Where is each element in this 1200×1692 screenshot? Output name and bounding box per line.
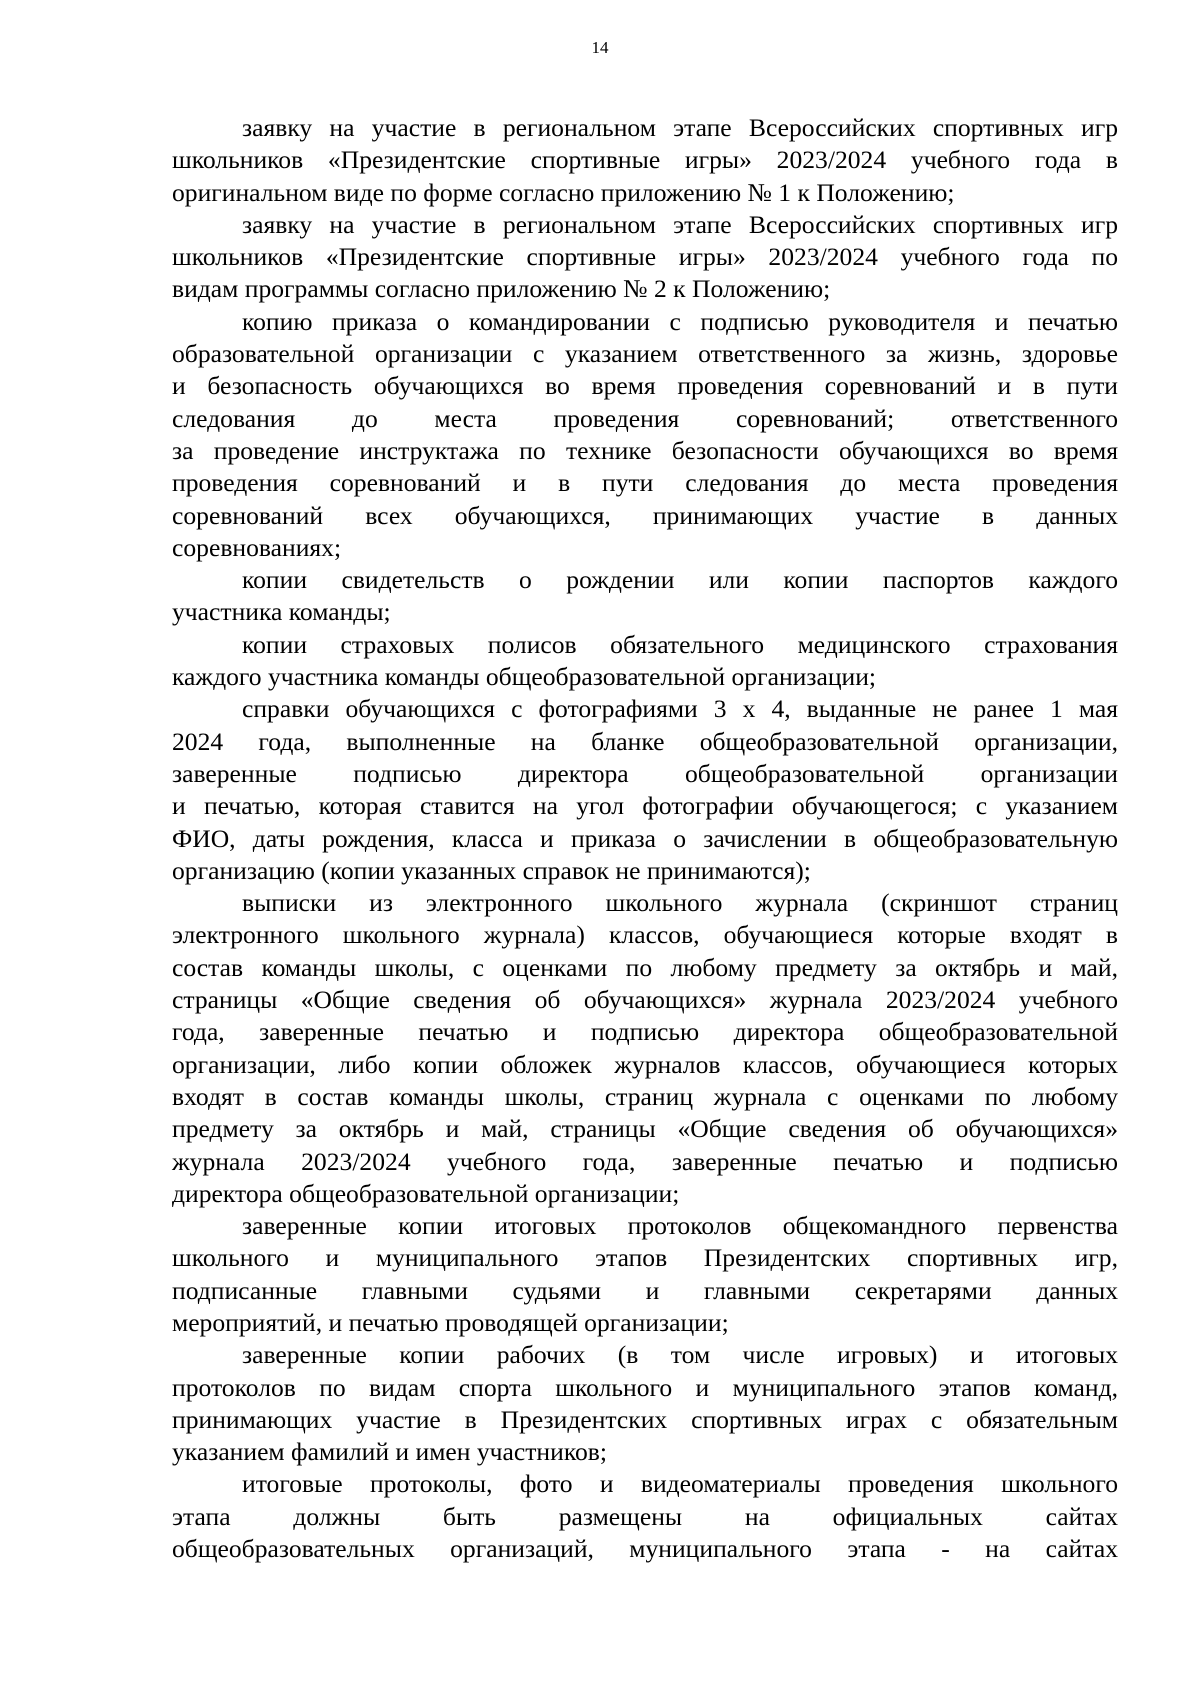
text-line: принимающих участие в Президентских спортивных играх с обязательным <box>172 1404 1118 1434</box>
text-line: состав команды школы, с оценками по любому предмету за октябрь и май, <box>172 952 1118 982</box>
text-line: и печатью, которая ставится на угол фотографии обучающегося; с указанием <box>172 791 1118 821</box>
text-line: организации, либо копии обложек журналов классов, обучающиеся которых <box>172 1049 1118 1079</box>
paragraph <box>172 209 1118 306</box>
paragraph <box>172 887 1118 1210</box>
paragraph <box>172 1339 1118 1468</box>
text-line: и безопасность обучающихся во время проведения соревнований и в пути <box>172 371 1118 401</box>
document-body <box>172 112 1118 1565</box>
page-number: 14 <box>591 38 609 57</box>
text-line: электронного школьного журнала) классов, обучающиеся которые входят в <box>172 920 1118 950</box>
text-line: итоговые протоколы, фото и видеоматериалы проведения школьного <box>242 1469 1118 1499</box>
text-line: за проведение инструктажа по технике безопасности обучающихся во время <box>172 435 1118 465</box>
text-line: следования до места проведения соревнований; ответственного <box>172 403 1118 433</box>
text-line: заверенные подписью директора общеобразовательной организации <box>172 758 1118 788</box>
paragraph <box>172 693 1118 887</box>
paragraph <box>172 629 1118 694</box>
paragraph <box>172 306 1118 564</box>
text-line: видам программы согласно приложению № 2 к Положению; <box>172 274 831 304</box>
text-line: каждого участника команды общеобразовательной организации; <box>172 662 877 692</box>
text-line: этапа должны быть размещены на официальных сайтах <box>172 1501 1118 1531</box>
text-line: года, заверенные печатью и подписью директора общеобразовательной <box>172 1017 1118 1047</box>
text-line: подписанные главными судьями и главными секретарями данных <box>172 1275 1118 1305</box>
text-line: проведения соревнований и в пути следования до места проведения <box>172 468 1118 498</box>
text-line: школьников «Президентские спортивные игры» 2023/2024 учебного года по <box>172 242 1118 272</box>
text-line: 2024 года, выполненные на бланке общеобразовательной организации, <box>172 726 1118 756</box>
text-line: соревнований всех обучающихся, принимающих участие в данных <box>172 500 1118 530</box>
text-line: заверенные копии рабочих (в том числе игровых) и итоговых <box>242 1340 1118 1370</box>
text-line: копии свидетельств о рождении или копии паспортов каждого <box>242 565 1118 595</box>
paragraph <box>172 112 1118 209</box>
text-line: выписки из электронного школьного журнала (скриншот страниц <box>242 888 1118 918</box>
text-line: заявку на участие в региональном этапе Всероссийских спортивных игр <box>242 113 1118 142</box>
text-line: протоколов по видам спорта школьного и муниципального этапов команд, <box>172 1372 1118 1402</box>
text-line: страницы «Общие сведения об обучающихся» журнала 2023/2024 учебного <box>172 985 1118 1015</box>
text-line: соревнованиях; <box>172 532 342 562</box>
text-line: заявку на участие в региональном этапе Всероссийских спортивных игр <box>242 209 1118 239</box>
text-line: организацию (копии указанных справок не принимаются); <box>172 855 811 885</box>
text-line: указанием фамилий и имен участников; <box>172 1437 607 1467</box>
text-line: предмету за октябрь и май, страницы «Общие сведения об обучающихся» <box>172 1114 1118 1144</box>
text-line: школьного и муниципального этапов Президентских спортивных игр, <box>172 1243 1118 1273</box>
text-line: копию приказа о командировании с подписью руководителя и печатью <box>242 306 1118 336</box>
text-line: копии страховых полисов обязательного медицинского страхования <box>242 629 1118 659</box>
text-line: справки обучающихся с фотографиями 3 х 4, выданные не ранее 1 мая <box>242 694 1118 724</box>
text-line: участника команды; <box>172 597 391 627</box>
text-line: журнала 2023/2024 учебного года, заверенные печатью и подписью <box>172 1146 1118 1176</box>
paragraph <box>172 1468 1118 1565</box>
text-line: входят в состав команды школы, страниц журнала с оценками по любому <box>172 1081 1118 1111</box>
paragraph <box>172 564 1118 629</box>
text-line: директора общеобразовательной организации; <box>172 1178 680 1208</box>
text-line: оригинальном виде по форме согласно приложению № 1 к Положению; <box>172 177 955 207</box>
text-line: ФИО, даты рождения, класса и приказа о зачислении в общеобразовательную <box>172 823 1118 853</box>
text-line: школьников «Президентские спортивные игры» 2023/2024 учебного года в <box>172 145 1118 175</box>
text-line: заверенные копии итоговых протоколов общекомандного первенства <box>242 1211 1118 1241</box>
text-line: мероприятий, и печатью проводящей организации; <box>172 1307 729 1337</box>
text-line: образовательной организации с указанием ответственного за жизнь, здоровье <box>172 339 1118 369</box>
text-line: общеобразовательных организаций, муниципального этапа - на сайтах <box>172 1534 1118 1564</box>
paragraph <box>172 1210 1118 1339</box>
